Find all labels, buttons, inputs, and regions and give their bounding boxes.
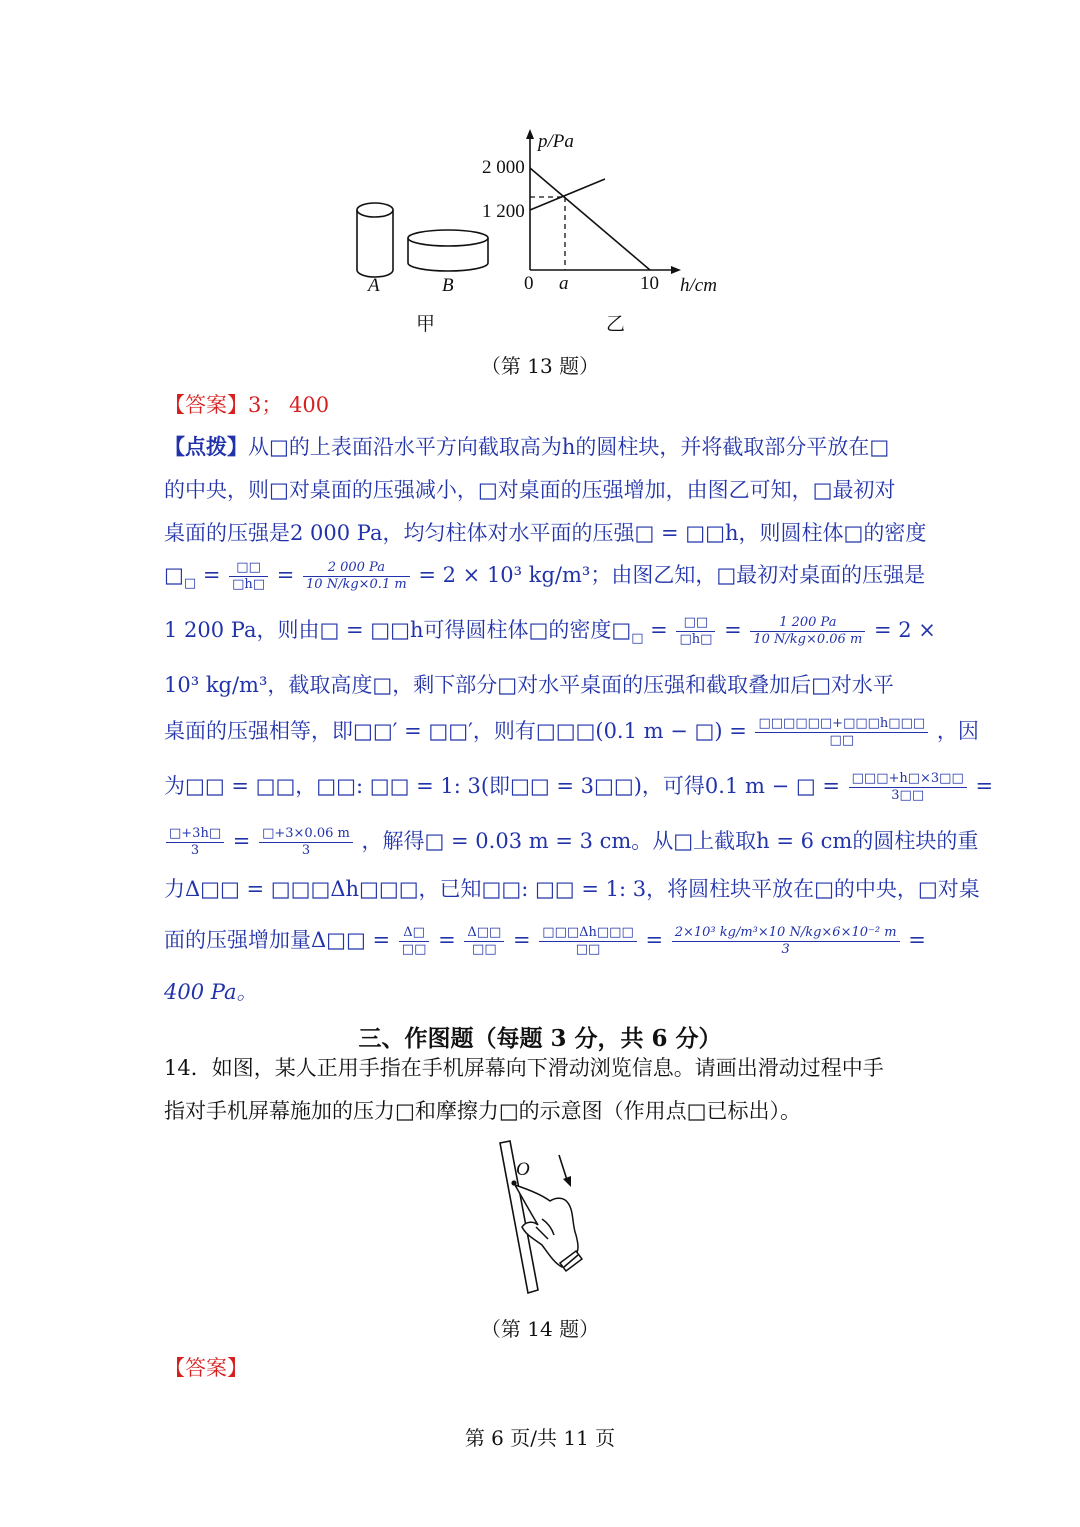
label-a: A (368, 275, 380, 296)
section-title: 三、作图题（每题 3 分，共 6 分） (358, 1025, 722, 1052)
line-a-pressure (530, 168, 650, 270)
hint-line-5: 1 200 Pa，则由□ = □□h可得圆柱体□的密度$□_□$ = $\frac{□□}{□h□}$ = $\frac{1 200 Pa}{10 N/kg\times 0.06 m}$ = 2 × (164, 615, 936, 647)
hint-line-6: 10³ kg/m³，截取高度□，剩下部分□对水平桌面的压强和截取叠加后□对水平 (164, 673, 894, 697)
hint-line-2: 的中央，则□对桌面的压强减小，□对桌面的压强增加，由图乙可知，□最初对 (164, 478, 896, 502)
question-14-line-2: 指对手机屏幕施加的压力□和摩擦力□的示意图（作用点□已标出）。 (164, 1099, 802, 1123)
label-o: O (516, 1159, 530, 1180)
hint-line-10: 力Δ□□ = □□□Δh□□□，已知□□: □□ = 1: 3，将圆柱块平放在□的中央，□对桌 (164, 877, 980, 901)
hint-line-4: $□_□$ = $\frac{□□}{□h□}$ = $\frac{2 000 Pa}{10 N/kg\times 0.1 m}$ = 2 × 10³ kg/m³；由图乙知，□最初对桌面的压强是 (164, 560, 926, 592)
fraction: $\frac{□□□+h□\times 3□□}{3□□}$ (849, 771, 967, 804)
line-b-pressure (530, 179, 605, 210)
fraction: $\frac{□+3\times 0.06 m}{3}$ (259, 826, 353, 859)
fraction: $\frac{\text{2×10³ kg/m³×10 N/kg×6×10⁻² m}}{3}$ (672, 925, 900, 958)
figure-13 (340, 125, 740, 340)
page-footer: 第 6 页/共 11 页 (464, 1426, 616, 1450)
arrow-down-icon (559, 1155, 571, 1187)
figure-14-caption: （第 14 题） (480, 1317, 600, 1341)
fraction: $\frac{□□}{□h□}$ (229, 560, 268, 593)
cylinder-b (408, 230, 488, 271)
cylinder-a (357, 203, 393, 277)
x-tick-a: a (559, 273, 569, 294)
fraction: $\frac{\Delta□□}{□□}$ (464, 925, 504, 958)
answer-value: 3； 400 (248, 393, 330, 417)
x-axis-label: h/cm (680, 275, 717, 296)
fraction: $\frac{2 000 Pa}{10 N/kg\times 0.1 m}$ (303, 560, 410, 593)
y-tick-1200: 1 200 (482, 201, 525, 222)
fraction: $\frac{□□□□□□+□□□h□□□}{□□}$ (755, 716, 928, 749)
hint-line-1: 【点拨】从□的上表面沿水平方向截取高为h的圆柱块，并将截取部分平放在□ (164, 434, 890, 459)
hint-line-3: 桌面的压强是2 000 Pa，均匀柱体对水平面的压强□ = □□h，则圆柱体□的密度 (164, 521, 927, 545)
y-tick-2000: 2 000 (482, 157, 525, 178)
hint-line-12: 400 Pa。 (164, 980, 258, 1004)
hand-icon (515, 1185, 582, 1271)
label-yi: 乙 (606, 314, 626, 335)
hint-line-9: $\frac{□+3h□}{3}$ = $\frac{□+3\times 0.06 m}{3}$ ，解得□ = 0.03 m = 3 cm。从□上截取h = 6 cm的圆柱块的重 (164, 826, 924, 859)
figure-14 (490, 1135, 600, 1300)
figure-13-caption: （第 13 题） (480, 354, 600, 378)
hint-tag: 【点拨】 (164, 434, 248, 459)
label-b: B (442, 275, 454, 296)
hint-line-11: 面的压强增加量Δ□□ = $\frac{\Delta□}{□□}$ = $\frac{\Delta□□}{□□}$ = $\frac{□□□\Delta h□□□}{□□}$ = $\frac{\text{2×10³ kg/m³×10 N/kg×6×10⁻² m}}{3}$ = (164, 925, 926, 957)
label-jia: 甲 (416, 314, 436, 335)
fraction: $\frac{\Delta□}{□□}$ (399, 925, 430, 958)
y-axis-label: p/Pa (538, 131, 574, 152)
fraction: $\frac{1 200 Pa}{10 N/kg\times 0.06 m}$ (750, 615, 865, 648)
answer-13 (164, 390, 924, 420)
fraction: $\frac{□+3h□}{3}$ (166, 826, 224, 859)
fraction: $\frac{□□□\Delta h□□□}{□□}$ (539, 925, 636, 958)
x-tick-10: 10 (640, 273, 659, 294)
hint-line-7: 桌面的压强相等，即□□′ = □□′，则有□□□(0.1 m − □) = $\frac{□□□□□□+□□□h□□□}{□□}$ ，因 (164, 716, 979, 748)
answer-14: 【答案】 (164, 1356, 248, 1380)
x-tick-0: 0 (524, 273, 534, 294)
question-14-line-1: 14．如图，某人正用手指在手机屏幕向下滑动浏览信息。请画出滑动过程中手 (164, 1056, 884, 1080)
fraction: $\frac{□□}{□h□}$ (676, 615, 715, 648)
answer-tag: 【答案】 (164, 393, 248, 417)
hint-line-8: 为□□ = □□，□□: □□ = 1: 3(即□□ = 3□□)，可得0.1 m − □ = $\frac{□□□+h□\times 3□□}{3□□}$ = (164, 771, 994, 803)
